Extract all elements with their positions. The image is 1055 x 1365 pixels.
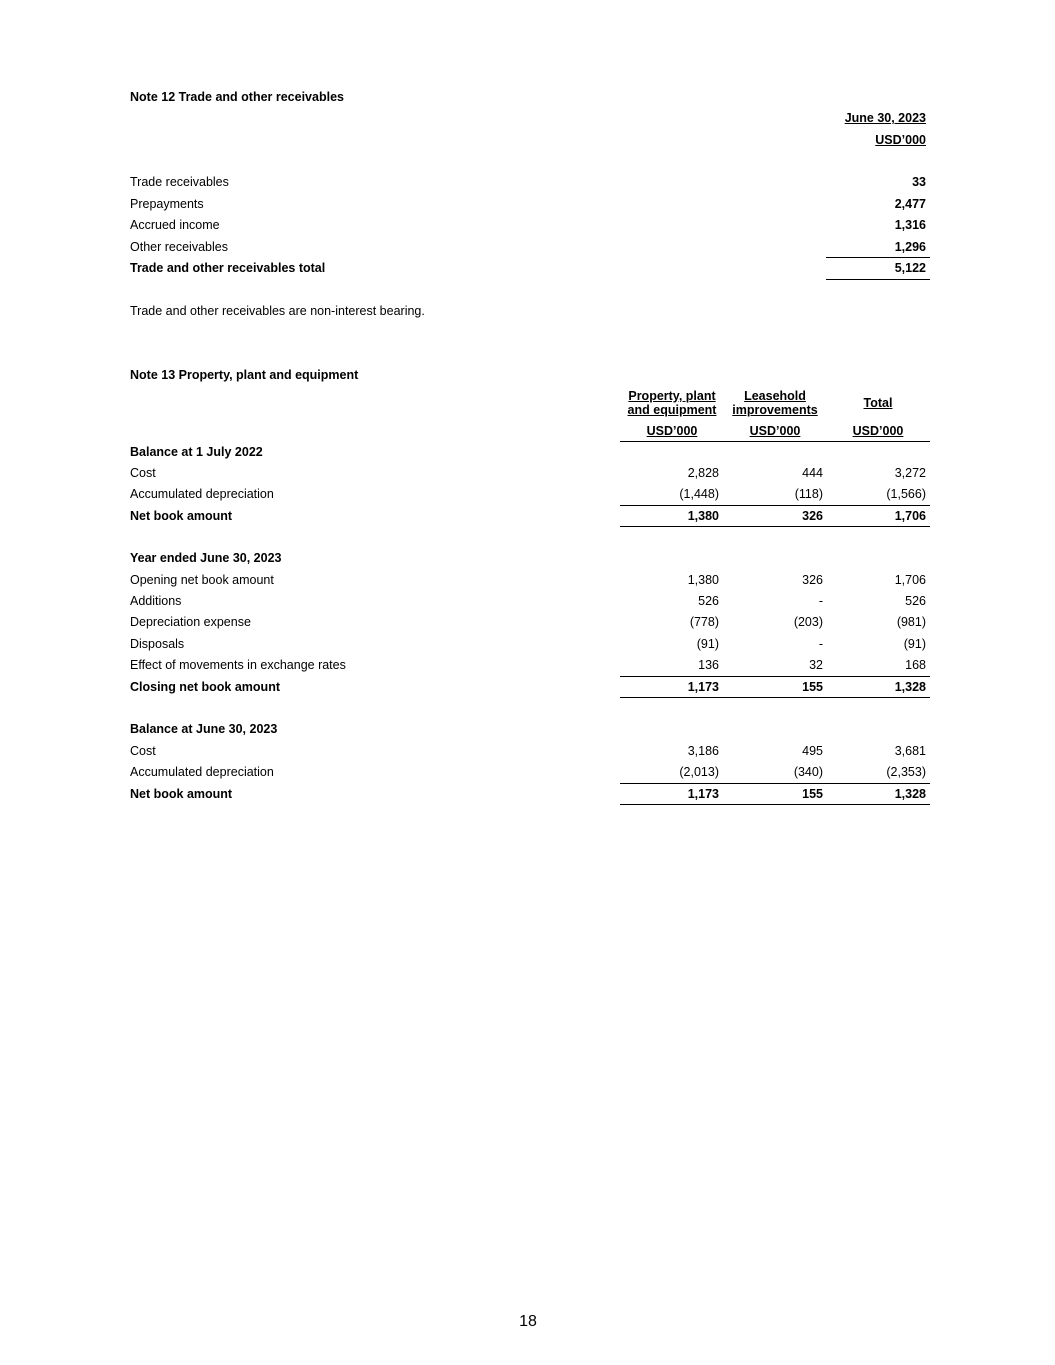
section-heading: Balance at June 30, 2023 [130, 722, 278, 736]
total-value: 1,706 [894, 509, 926, 523]
row-label: Cost [130, 466, 156, 480]
cell-value: (1,566) [886, 487, 926, 501]
total-label: Closing net book amount [130, 680, 280, 694]
total-bottom-rule [620, 804, 930, 805]
total-value: 1,173 [687, 680, 719, 694]
cell-value: (1,448) [679, 487, 719, 501]
total-value: 1,328 [894, 787, 926, 801]
note12-row-value: 1,296 [894, 240, 926, 254]
row-label: Disposals [130, 637, 185, 651]
cell-value: (203) [793, 615, 823, 629]
cell-value: 136 [698, 658, 719, 672]
row-label: Depreciation expense [130, 615, 251, 629]
total-value: 155 [802, 787, 823, 801]
row-label: Accumulated depreciation [130, 765, 274, 779]
total-bottom-rule [620, 697, 930, 698]
cell-value: 3,681 [894, 744, 926, 758]
total-value: 326 [802, 509, 823, 523]
total-top-rule [620, 505, 930, 506]
note12-col-date: June 30, 2023 [844, 111, 926, 125]
cell-value: (91) [696, 637, 719, 651]
total-value: 1,328 [894, 680, 926, 694]
cell-value: (778) [689, 615, 719, 629]
row-label: Opening net book amount [130, 573, 274, 587]
col1-unit: USD’000 [646, 424, 698, 438]
cell-value: 326 [802, 573, 823, 587]
row-label: Additions [130, 594, 182, 608]
cell-value: 168 [905, 658, 926, 672]
col2-header-line1: Leasehold [744, 389, 806, 403]
cell-value: 32 [809, 658, 823, 672]
col3-unit: USD’000 [852, 424, 904, 438]
note12-row-value: 1,316 [894, 218, 926, 232]
cell-value: 3,272 [894, 466, 926, 480]
cell-value: (2,013) [679, 765, 719, 779]
note12-row-label: Prepayments [130, 197, 204, 211]
section-heading: Balance at 1 July 2022 [130, 445, 263, 459]
note12-total-top-rule [826, 257, 930, 258]
cell-value: (981) [896, 615, 926, 629]
note12-row-value: 33 [912, 175, 926, 189]
total-top-rule [620, 676, 930, 677]
section-heading: Year ended June 30, 2023 [130, 551, 282, 565]
col3-header: Total [863, 396, 893, 410]
cell-value: 3,186 [687, 744, 719, 758]
note12-total-value: 5,122 [894, 261, 926, 275]
cell-value: 526 [905, 594, 926, 608]
total-bottom-rule [620, 526, 930, 527]
cell-value: 495 [802, 744, 823, 758]
cell-value: (340) [793, 765, 823, 779]
cell-value: (118) [794, 487, 823, 501]
cell-value: 2,828 [687, 466, 719, 480]
cell-value: - [818, 594, 823, 608]
total-label: Net book amount [130, 787, 233, 801]
note12-col-unit: USD’000 [875, 133, 926, 147]
col2-unit: USD’000 [749, 424, 801, 438]
row-label: Cost [130, 744, 156, 758]
total-value: 1,380 [687, 509, 719, 523]
col1-header-line2: and equipment [627, 403, 717, 417]
cell-value: (2,353) [886, 765, 926, 779]
page-number: 18 [519, 1313, 537, 1330]
row-label: Accumulated depreciation [130, 487, 274, 501]
note12-total-bottom-rule [826, 279, 930, 280]
cell-value: 1,706 [894, 573, 926, 587]
cell-value: (91) [903, 637, 926, 651]
total-value: 1,173 [687, 787, 719, 801]
note12-row-label: Trade receivables [130, 175, 229, 189]
cell-value: 1,380 [687, 573, 719, 587]
note12-row-label: Accrued income [130, 218, 220, 232]
col1-header-line1: Property, plant [628, 389, 716, 403]
note12-total-label: Trade and other receivables total [130, 261, 326, 275]
note12-footnote: Trade and other receivables are non-interest bearing. [130, 304, 425, 318]
cell-value: 444 [802, 466, 823, 480]
cell-value: 526 [698, 594, 719, 608]
note12-title: Note 12 Trade and other receivables [130, 90, 344, 104]
col2-header-line2: improvements [732, 403, 818, 417]
total-value: 155 [802, 680, 823, 694]
note13-title: Note 13 Property, plant and equipment [130, 368, 359, 382]
total-top-rule [620, 783, 930, 784]
total-label: Net book amount [130, 509, 233, 523]
header-rule [620, 441, 930, 442]
row-label: Effect of movements in exchange rates [130, 658, 346, 672]
note12-row-value: 2,477 [894, 197, 926, 211]
cell-value: - [818, 637, 823, 651]
note12-row-label: Other receivables [130, 240, 228, 254]
